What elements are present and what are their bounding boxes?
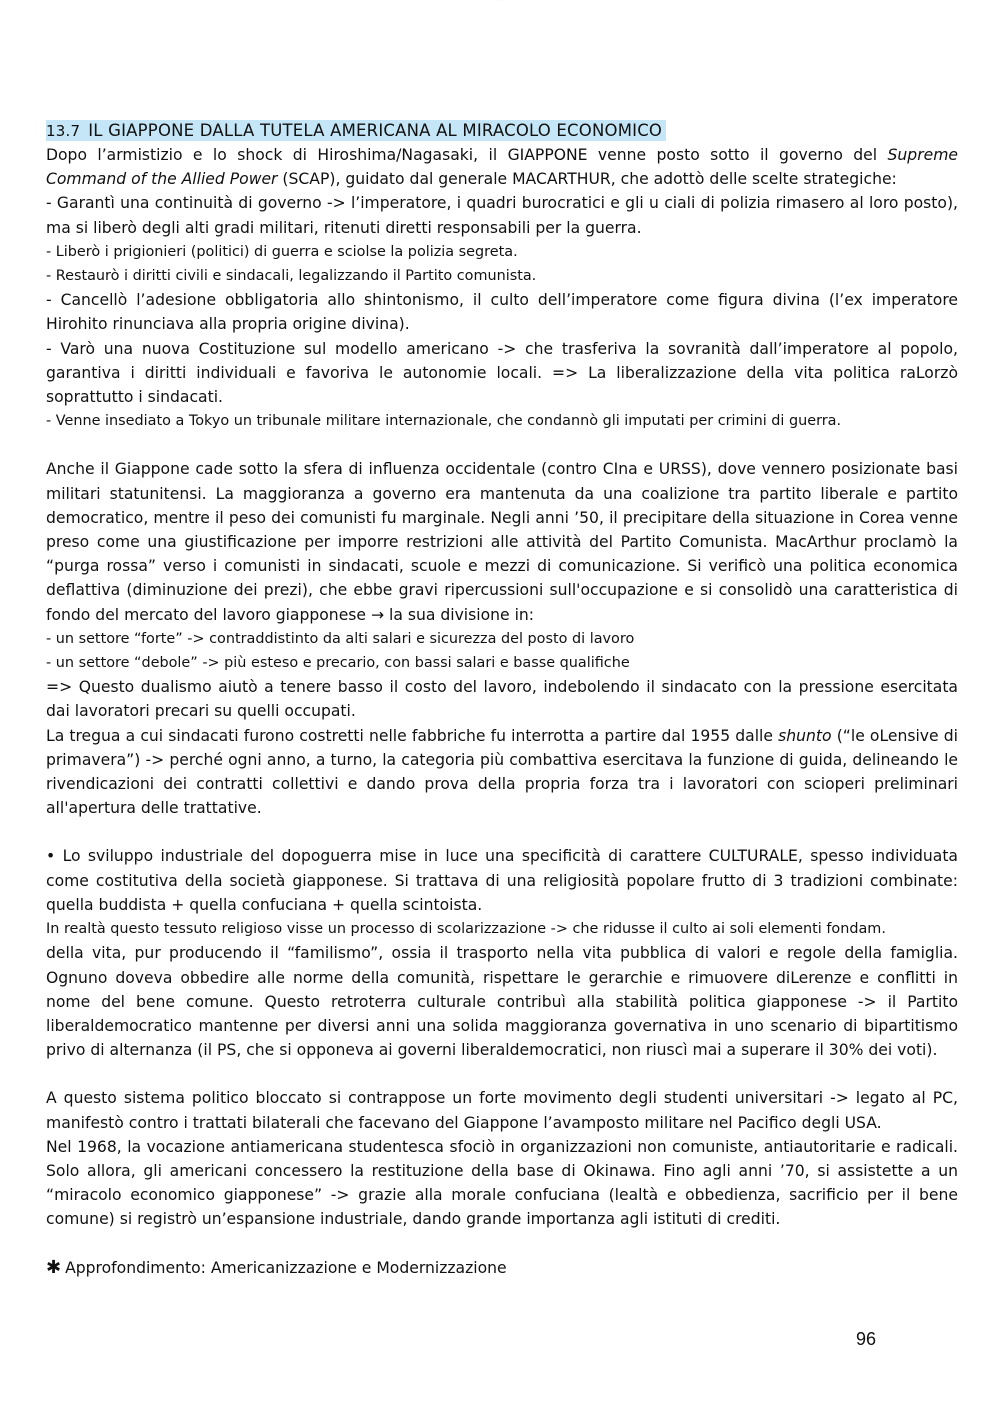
influenza-paragraph: Anche il Giappone cade sotto la sfera di influenza occidentale (contro CIna e URSS), dove vennero posizionate basi militari statunitensi. La maggioranza a governo era mantenuta da una coalizione tra partito liberale e partito democratico, mentre il peso dei comunisti fu marginale. Negli anni ’50, il precipitare della situazione in Corea venne preso come una giustificazione per imporre restrizioni alle attività del Partito Comunista. MacArthur proclamò la “purga rossa” verso i comunisti in sindacati, scuole e mezzi di comunicazione. Si verificò una politica economica deflattiva (diminuzione dei prezi), che ebbe gravi ripercussioni sull'occupazione e si consolidò una caratteristica di fondo del mercato del lavoro giapponese → la sua divisione in: [46,460,958,624]
approfondimento-note [46,1256,958,1280]
approfondimento-text: Approfondimento: Americanizzazione e Modernizzazione [65,1258,507,1277]
item-settore-debole: - un settore “debole” -> più esteso e precario, con bassi salari e basse qualifiche [46,655,630,672]
spacer [46,433,958,457]
tregua-text-1: La tregua a cui sindacati furono costretti nelle fabbriche fu interrotta a partire dal 1955 dalle [46,726,779,745]
asterisk-icon: ✱ [46,1256,62,1278]
culturale-bullet: • Lo sviluppo industriale del dopoguerra mise in luce una specificità di carattere CULTURALE, spesso individuata come costitutiva della società giapponese. Si trattava di una religiosità popolare frutto di 3 tradizioni combinate: quella buddista + quella confuciana + quella scintoista. [46,847,958,914]
heading-number: 13.7 [46,122,81,140]
item-settore-forte: - un settore “forte” -> contraddistinto da alti salari e sicurezza del posto di lavoro [46,630,635,647]
point-continuita: - Garantì una continuità di governo -> l’imperatore, i quadri burocratici e gli u ciali di polizia rimasero al loro posto), ma si liberò degli alti gradi militari, ritenuti diretti responsabili per la guerra. [46,194,958,237]
point-diritti: - Restaurò i diritti civili e sindacali, legalizzando il Partito comunista. [46,268,537,285]
tregua-italic-text: shunto [778,726,832,745]
studenti-paragraph: A questo sistema politico bloccato si contrappose un forte movimento degli studenti universitari -> legato al PC, manifestò contro i trattati bilaterali che facevano del Giappone l’avamposto militare nel Pacifico degli USA. [46,1089,958,1132]
intro-italic-text: Supreme Command of the Allied Power [46,146,958,189]
page-number: 96 [856,1329,877,1349]
heading-title: IL GIAPPONE DALLA TUTELA AMERICANA AL MIRACOLO ECONOMICO [88,121,663,140]
tregua-text-2: (“le oLensive di primavera”) -> perché ogni anno, a turno, la categoria più combattiva esercitava la funzione di guida, delineando le rivendicazioni dei contratti collettivi e dando prova della propria forza tra i lavoratori con scioperi preliminari all'apertura delle trattative. [46,726,958,818]
point-prigionieri: - Liberò i prigionieri (politici) di guerra e sciolse la polizia segreta. [46,243,518,260]
point-shintonismo: - Cancellò l’adesione obbligatoria allo shintonismo, il culto dell’imperatore come figura divina (l’ex imperatore Hirohito rinunciava alla propria origine divina). [46,291,958,334]
spacer [46,820,958,844]
intro-text-2: (SCAP), guidato dal generale MACARTHUR, che adottò delle scelte strategiche: [277,170,897,189]
point-tribunale: - Venne insediato a Tokyo un tribunale militare internazionale, che condannò gli imputati per crimini di guerra. [46,413,842,430]
familismo-paragraph: della vita, pur producendo il “familismo”, ossia il trasporto nella vita pubblica di valori e regole della famiglia. Ognuno doveva obbedire alle norme della comunità, rispettare le gerarchie e rimuovere diLerenze e conflitti in nome del bene comune. Questo retroterra culturale contribuì alla stabilità politica giapponese -> il Partito liberaldemocratico mantenne per diversi anni una solida maggioranza governativa in uno scenario di bipartitismo privo di alternanza (il PS, che si opponeva ai governi liberaldemocratici, non riuscì mai a superare il 30% dei voti). [46,944,958,1060]
intro-paragraph [46,143,958,191]
miracolo-paragraph: Nel 1968, la vocazione antiamericana studentesca sfociò in organizzazioni non comuniste, antiautoritarie e radicali. Solo allora, gli americani concessero la restituzione della base di Okinawa. Fino agli anni ’70, si assistette a un “miracolo economico giapponese” -> grazie alla morale confuciana (lealtà e obbedienza, sacrificio per il bene comune) si registrò un’espansione industriale, dando grande importanza agli istituti di crediti. [46,1137,958,1229]
intro-text-1: Dopo l’armistizio e lo shock di Hiroshima/Nagasaki, il GIAPPONE venne posto sotto il governo del [46,146,888,164]
section-heading [46,120,666,141]
header-mark: · · · · [496,0,504,2]
document-page [46,120,958,1280]
dualismo-paragraph: => Questo dualismo aiutò a tenere basso il costo del lavoro, indebolendo il sindacato con la pressione esercitata dai lavoratori precari su quelli occupati. [46,678,958,721]
tregua-paragraph [46,724,958,821]
tessuto-line: In realtà questo tessuto religioso visse un processo di scolarizzazione -> che ridusse il culto ai soli elementi fondam. [46,921,886,938]
point-costituzione: - Varò una nuova Costituzione sul modello americano -> che trasferiva la sovranità dall’imperatore al popolo, garantiva i diritti individuali e favoriva le autonomie locali. => La liberalizzazione della vita politica raLorzò soprattutto i sindacati. [46,339,958,407]
spacer [46,1062,958,1086]
